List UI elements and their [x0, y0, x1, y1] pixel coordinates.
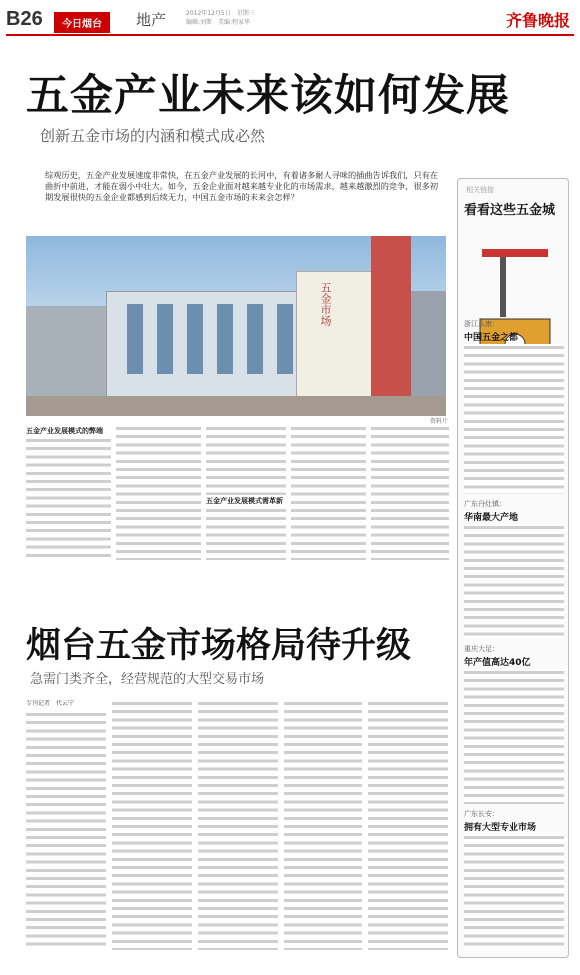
photo-sign-text: 五金市场 — [319, 282, 332, 326]
sidebar-item-place: 浙江永康： — [464, 320, 499, 328]
sidebar-item-name: 年产值高达40亿 — [464, 658, 531, 668]
body-text-lines — [116, 425, 201, 560]
body-text-lines — [198, 700, 278, 950]
article1-column-5 — [371, 425, 449, 560]
article2-column-4 — [284, 700, 362, 950]
sidebar-item — [464, 809, 564, 833]
issue-editors: 编辑:刘斯 美编:程家华 — [186, 19, 251, 26]
article1-lead: 综观历史，五金产业发展速度非常快，在五金产业发展的长河中，有着诸多耐人寻味的插曲告诉我们，只有在曲折中前进，才能在弱小中壮大。如今，五金企业面对越来越专业化的市场需求，越来越激烈的竞争，很多初期发展很快的五金企业都感到后续无力，中国五金市场的未来会怎样？ — [45, 170, 439, 202]
body-text-lines — [284, 700, 362, 950]
section-badge: 今日烟台 — [54, 12, 110, 33]
sidebar-tag: 相关链接 — [466, 186, 494, 194]
article2-subheadline: 急需门类齐全，经营规范的大型交易市场 — [30, 672, 265, 687]
photo-ground — [26, 396, 446, 416]
sidebar-related-links — [457, 178, 569, 958]
issue-meta — [186, 9, 255, 27]
article2-headline: 烟台五金市场格局待升级 — [26, 626, 412, 666]
body-text-lines — [371, 425, 449, 560]
page-header — [6, 6, 574, 36]
category-label: 地产 — [136, 11, 167, 29]
photo-red-tower — [371, 236, 411, 401]
sidebar-text — [464, 669, 564, 804]
article2-column-2 — [112, 700, 192, 950]
sidebar-text — [464, 344, 564, 494]
body-text-lines — [206, 425, 286, 495]
article2-column-5 — [368, 700, 448, 950]
sidebar-item — [464, 499, 564, 523]
newspaper-logo: 齐鲁晚报 — [505, 11, 570, 30]
article1-column-2 — [116, 425, 201, 560]
sidebar-title: 看看这些五金城 — [464, 203, 556, 218]
body-text-lines — [206, 507, 286, 560]
body-text-lines — [368, 700, 448, 950]
article2-byline: 专刊记者 代云宁 — [26, 700, 75, 707]
column-subhead: 五金产业发展模式的弊端 — [26, 427, 103, 435]
body-text-lines — [26, 711, 106, 950]
article1-column-1 — [26, 425, 111, 560]
sidebar-item-name: 中国五金之都 — [464, 333, 519, 343]
photo-credit: 资料片 — [430, 418, 449, 425]
article1-headline: 五金产业未来该如何发展 — [26, 71, 510, 121]
article1-column-4 — [291, 425, 366, 560]
article2-column-1 — [26, 700, 106, 950]
column-subhead: 五金产业发展模式需革新 — [206, 497, 283, 505]
photo-sign-board — [296, 271, 376, 401]
body-text-lines — [112, 700, 192, 950]
article2-column-3 — [198, 700, 278, 950]
sidebar-item — [464, 644, 564, 668]
sidebar-text — [464, 834, 564, 949]
body-text-lines — [26, 437, 111, 560]
sidebar-item-place: 广东长安： — [464, 810, 499, 818]
sidebar-item-name: 华南最大产地 — [464, 513, 519, 523]
sidebar-item-place: 广东丹灶镇： — [464, 500, 506, 508]
issue-date: 2012年12月5日 星期三 — [186, 10, 255, 17]
sidebar-item — [464, 319, 564, 343]
sidebar-text — [464, 524, 564, 639]
page-number: B26 — [6, 8, 43, 30]
sidebar-item-name: 拥有大型专业市场 — [464, 823, 537, 833]
article1-subheadline: 创新五金市场的内涵和模式成必然 — [40, 127, 266, 145]
sidebar-item-place: 重庆大足： — [464, 645, 499, 653]
body-text-lines — [291, 425, 366, 560]
photo-side-building — [411, 291, 446, 401]
market-building-photo — [26, 236, 446, 416]
article1-column-3 — [206, 425, 286, 560]
